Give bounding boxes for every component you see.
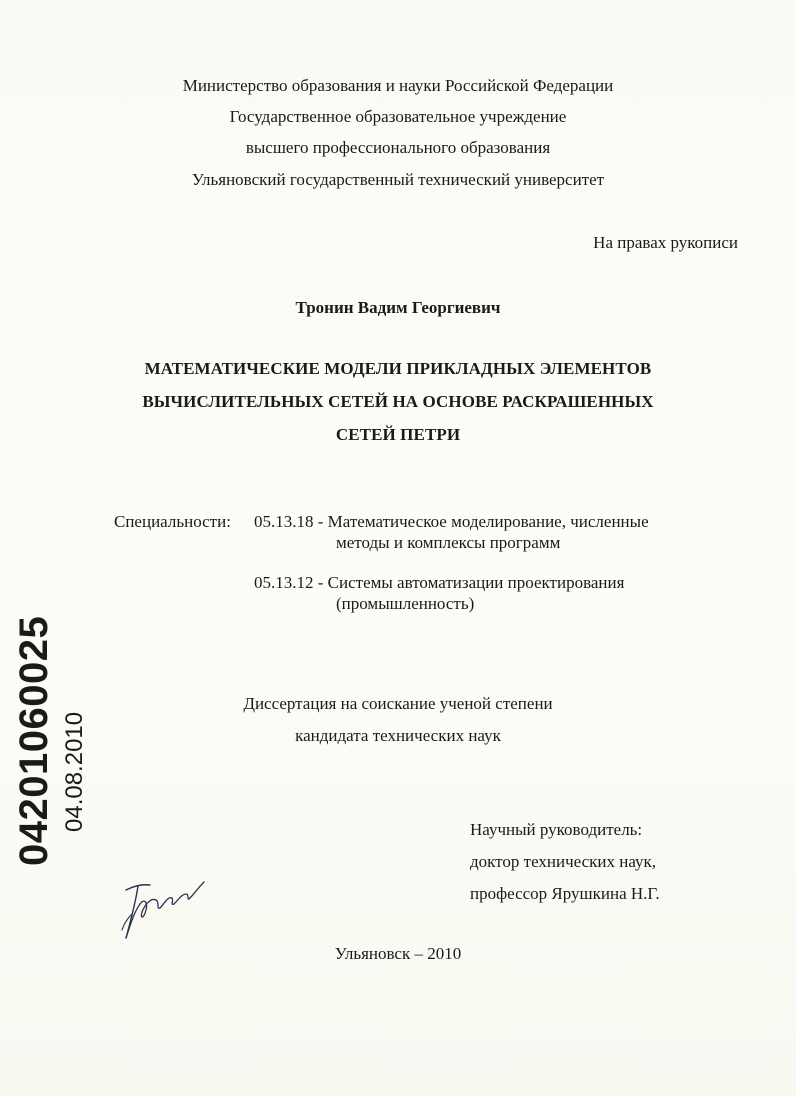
title-line-2: ВЫЧИСЛИТЕЛЬНЫХ СЕТЕЙ НА ОСНОВЕ РАСКРАШЕННЫХ — [142, 392, 654, 411]
registration-date-stamp: 04.08.2010 — [61, 711, 88, 832]
supervisor-degree: доктор технических наук, — [470, 852, 657, 871]
specialties-label: Специальности: — [114, 512, 231, 531]
city-year: Ульяновск – 2010 — [334, 944, 462, 963]
manuscript-note: На правах рукописи — [593, 233, 738, 252]
specialty-2-line-2: (промышленность) — [336, 594, 475, 613]
education-level-line: высшего профессионального образования — [245, 138, 551, 157]
specialty-1-line-1: 05.13.18 - Математическое моделирование, численные — [254, 512, 649, 531]
title-line-1: МАТЕМАТИЧЕСКИЕ МОДЕЛИ ПРИКЛАДНЫХ ЭЛЕМЕНТОВ — [144, 359, 652, 378]
institution-type-line: Государственное образовательное учреждение — [229, 107, 567, 126]
supervisor-label: Научный руководитель: — [470, 820, 643, 839]
specialty-1-line-2: методы и комплексы программ — [336, 533, 561, 552]
title-line-3: СЕТЕЙ ПЕТРИ — [335, 425, 461, 444]
specialty-2-line-1: 05.13.12 - Системы автоматизации проектирования — [254, 573, 625, 592]
author-name: Тронин Вадим Георгиевич — [295, 298, 501, 317]
supervisor-name: профессор Ярушкина Н.Г. — [470, 884, 660, 903]
signature-icon — [112, 868, 212, 948]
registration-number-stamp: 04201060025 — [12, 615, 56, 866]
university-line: Ульяновский государственный технический университет — [191, 170, 605, 189]
degree-line-1: Диссертация на соискание ученой степени — [243, 694, 553, 713]
ministry-line: Министерство образования и науки Российской Федерации — [182, 76, 614, 95]
degree-line-2: кандидата технических наук — [295, 726, 501, 745]
